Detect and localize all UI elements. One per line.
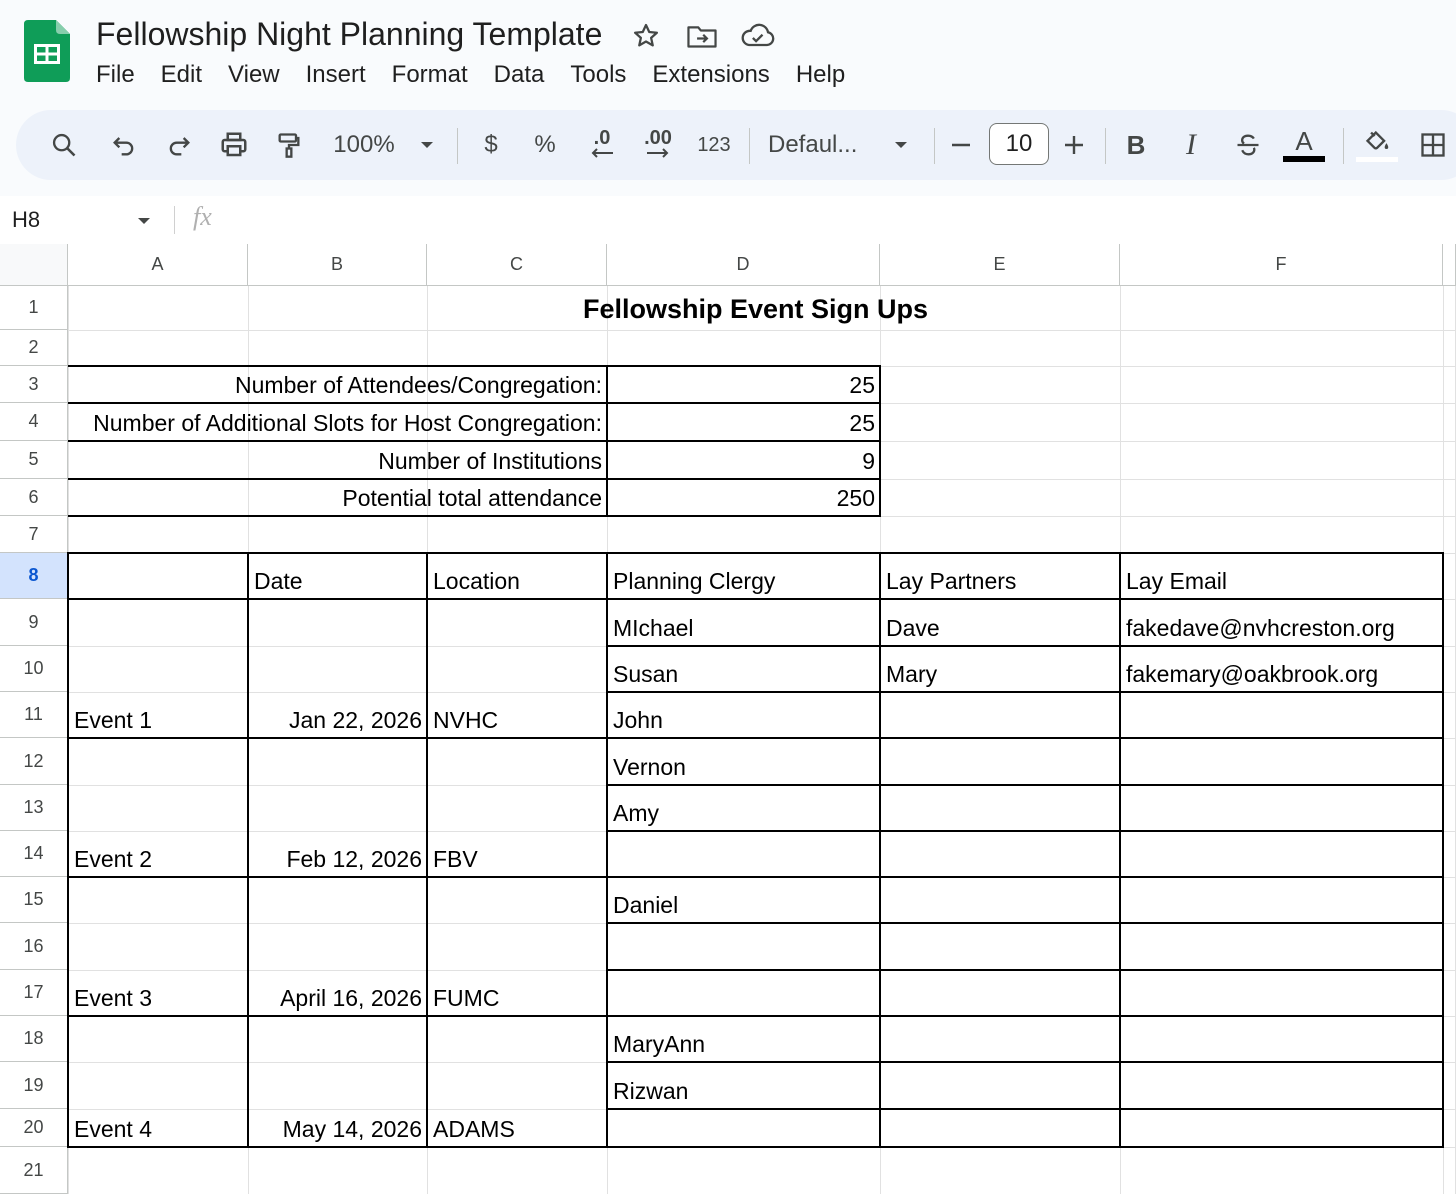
bold-button[interactable] xyxy=(1118,110,1154,180)
row-header-2[interactable]: 2 xyxy=(0,330,68,366)
event-name[interactable]: Event 3 xyxy=(74,985,152,1011)
zoom-dropdown-icon[interactable] xyxy=(412,110,442,180)
row-header-6[interactable]: 6 xyxy=(0,479,68,516)
column-header-c[interactable]: C xyxy=(427,244,607,286)
cell-border xyxy=(68,876,1444,878)
sheets-logo-icon[interactable] xyxy=(24,20,70,82)
row-header-15[interactable]: 15 xyxy=(0,877,68,923)
summary-label[interactable]: Number of Additional Slots for Host Congregation: xyxy=(93,410,602,436)
column-header-a[interactable]: A xyxy=(68,244,248,286)
arrow-left-icon xyxy=(589,148,615,158)
clergy-cell[interactable] xyxy=(607,831,880,877)
clergy-cell[interactable]: Vernon xyxy=(613,754,686,780)
lay-email-cell[interactable]: fakemary@oakbrook.org xyxy=(1126,661,1379,687)
bold-label: B xyxy=(1126,129,1146,160)
menu-insert[interactable]: Insert xyxy=(305,61,366,88)
column-header-d[interactable]: D xyxy=(607,244,880,286)
clergy-cell[interactable]: John xyxy=(613,707,663,733)
clergy-cell[interactable]: MaryAnn xyxy=(613,1031,706,1057)
search-menus-icon[interactable] xyxy=(44,110,84,180)
row-header-5[interactable]: 5 xyxy=(0,441,68,479)
event-location[interactable]: FUMC xyxy=(433,985,500,1011)
column-title-lay-partners[interactable]: Lay Partners xyxy=(886,568,1017,594)
summary-value[interactable]: 250 xyxy=(836,485,875,511)
formula-bar-divider xyxy=(174,206,175,234)
cell-border xyxy=(606,552,608,1148)
cell-border xyxy=(68,598,1444,600)
row-header-1[interactable]: 1 xyxy=(0,286,68,330)
lay-email-cell[interactable] xyxy=(1120,692,1443,738)
lay-email-cell[interactable] xyxy=(1120,785,1443,831)
row-header-10[interactable]: 10 xyxy=(0,646,68,692)
formula-input[interactable] xyxy=(236,202,1436,238)
gridline xyxy=(68,330,1456,331)
zoom-select[interactable] xyxy=(324,110,404,180)
cell-border xyxy=(607,784,1444,786)
lay-email-cell[interactable] xyxy=(1120,970,1443,1016)
more-formats-button[interactable] xyxy=(690,110,738,180)
clergy-cell[interactable]: MIchael xyxy=(613,615,694,641)
menu-extensions[interactable]: Extensions xyxy=(652,61,770,88)
clergy-cell[interactable] xyxy=(607,1109,880,1147)
percent-format-button[interactable] xyxy=(525,110,565,180)
sheet-title: Fellowship Event Sign Ups xyxy=(582,294,929,324)
event-location[interactable]: NVHC xyxy=(433,707,499,733)
column-header-g[interactable] xyxy=(1443,244,1456,286)
arrow-right-icon xyxy=(645,148,671,158)
lay-partner-cell[interactable] xyxy=(880,1109,1120,1147)
cell-border xyxy=(68,552,1444,554)
menu-tools[interactable]: Tools xyxy=(570,61,627,88)
zoom-value: 100% xyxy=(333,131,395,158)
row-header-16[interactable]: 16 xyxy=(0,923,68,970)
toolbar-divider xyxy=(1105,128,1106,164)
toolbar xyxy=(16,110,1456,180)
lay-email-cell[interactable] xyxy=(1120,1062,1443,1109)
column-header-e[interactable]: E xyxy=(880,244,1120,286)
row-header-13[interactable]: 13 xyxy=(0,785,68,831)
toolbar-divider xyxy=(1343,128,1344,164)
summary-label[interactable]: Number of Attendees/Congregation: xyxy=(235,372,602,398)
lay-partner-cell[interactable] xyxy=(880,831,1120,877)
cell-border xyxy=(247,552,249,1148)
lay-partner-cell[interactable] xyxy=(880,785,1120,831)
row-header-12[interactable]: 12 xyxy=(0,738,68,785)
event-date[interactable]: May 14, 2026 xyxy=(282,1116,422,1142)
column-title-date[interactable]: Date xyxy=(254,568,303,594)
event-name[interactable]: Event 4 xyxy=(74,1116,152,1142)
paint-format-icon[interactable] xyxy=(269,110,309,180)
cell-border xyxy=(607,969,1444,971)
spreadsheet-grid[interactable] xyxy=(0,244,1456,1194)
cell-border xyxy=(607,645,1444,647)
row-header-8[interactable]: 8 xyxy=(0,553,68,599)
decrease-decimal-button[interactable] xyxy=(580,110,624,180)
lay-partner-cell[interactable] xyxy=(880,738,1120,785)
move-folder-icon[interactable] xyxy=(684,18,720,54)
clergy-cell[interactable]: Amy xyxy=(613,800,659,826)
italic-button[interactable] xyxy=(1173,110,1209,180)
font-dropdown-icon[interactable] xyxy=(886,110,916,180)
event-date[interactable]: Jan 22, 2026 xyxy=(288,707,422,733)
cell-border xyxy=(68,365,881,367)
lay-email-cell[interactable] xyxy=(1120,738,1443,785)
event-date[interactable]: April 16, 2026 xyxy=(280,985,422,1011)
row-header-11[interactable]: 11 xyxy=(0,692,68,738)
percent-label: % xyxy=(534,131,556,158)
row-header-19[interactable]: 19 xyxy=(0,1062,68,1109)
cell-border xyxy=(879,365,881,517)
font-value: Defaul... xyxy=(768,131,858,158)
column-header-b[interactable]: B xyxy=(248,244,427,286)
decrease-decimal-label: .0 xyxy=(593,127,611,149)
row-header-9[interactable]: 9 xyxy=(0,599,68,646)
cell-border xyxy=(67,552,69,1148)
cell-border xyxy=(606,365,608,517)
undo-icon[interactable] xyxy=(104,110,144,180)
cell-border xyxy=(607,830,1444,832)
lay-email-cell[interactable] xyxy=(1120,1109,1443,1147)
borders-icon[interactable] xyxy=(1413,110,1453,180)
event-name[interactable]: Event 1 xyxy=(74,707,152,733)
star-icon[interactable] xyxy=(628,18,664,54)
clergy-cell[interactable]: Daniel xyxy=(613,892,679,918)
cell-border xyxy=(68,1015,1444,1017)
row-header-20[interactable]: 20 xyxy=(0,1109,68,1147)
column-title-lay-email[interactable]: Lay Email xyxy=(1126,568,1227,594)
cell-border xyxy=(68,1146,1444,1148)
menu-data[interactable]: Data xyxy=(493,61,545,88)
summary-value[interactable]: 9 xyxy=(862,448,875,474)
more-formats-label: 123 xyxy=(697,133,731,156)
clergy-cell[interactable]: Susan xyxy=(613,661,679,687)
redo-icon[interactable] xyxy=(159,110,199,180)
increase-font-size-icon[interactable] xyxy=(1056,110,1092,180)
menu-view[interactable]: View xyxy=(228,61,280,88)
cell-border xyxy=(607,1061,1444,1063)
cell-border xyxy=(607,691,1444,693)
strikethrough-icon[interactable] xyxy=(1228,110,1268,180)
menu-help[interactable]: Help xyxy=(795,61,846,88)
decrease-font-size-icon[interactable] xyxy=(943,110,979,180)
print-icon[interactable] xyxy=(214,110,254,180)
lay-email-cell[interactable] xyxy=(1120,923,1443,970)
font-select[interactable] xyxy=(768,110,868,180)
document-title[interactable]: Fellowship Night Planning Template xyxy=(96,16,603,52)
row-header-21[interactable]: 21 xyxy=(0,1147,68,1194)
summary-value[interactable]: 25 xyxy=(849,410,875,436)
fx-icon: fx xyxy=(193,202,212,231)
cell-border xyxy=(1119,552,1121,1148)
event-date[interactable]: Feb 12, 2026 xyxy=(286,846,422,872)
clergy-cell[interactable] xyxy=(607,923,880,970)
clergy-cell[interactable]: Rizwan xyxy=(613,1078,689,1104)
event-location[interactable]: FBV xyxy=(433,846,478,872)
lay-partner-cell[interactable]: Mary xyxy=(886,661,938,687)
currency-format-button[interactable] xyxy=(471,110,511,180)
currency-label: $ xyxy=(484,131,498,158)
event-name[interactable]: Event 2 xyxy=(74,846,152,872)
column-header-f[interactable]: F xyxy=(1120,244,1443,286)
cell-border xyxy=(68,402,881,404)
row-header-18[interactable]: 18 xyxy=(0,1016,68,1062)
name-box-dropdown-icon[interactable] xyxy=(136,214,152,232)
column-title-clergy[interactable]: Planning Clergy xyxy=(613,568,776,594)
select-all-corner[interactable] xyxy=(0,244,68,286)
toolbar-divider xyxy=(457,128,458,164)
lay-email-cell[interactable]: fakedave@nvhcreston.org xyxy=(1126,615,1395,641)
cell-border xyxy=(879,552,881,1148)
cell-border xyxy=(68,737,1444,739)
cell-border xyxy=(68,440,881,442)
lay-partner-cell[interactable] xyxy=(880,923,1120,970)
lay-email-cell[interactable] xyxy=(1120,831,1443,877)
lay-email-cell[interactable] xyxy=(1120,1016,1443,1062)
lay-partner-cell[interactable] xyxy=(880,877,1120,923)
lay-email-cell[interactable] xyxy=(1120,877,1443,923)
fill-color-swatch xyxy=(1356,157,1398,162)
increase-decimal-button[interactable] xyxy=(634,110,682,180)
cell-border xyxy=(607,922,1444,924)
row-header-14[interactable]: 14 xyxy=(0,831,68,877)
cell-border xyxy=(68,478,881,480)
cell-border xyxy=(1442,552,1444,1148)
row-header-17[interactable]: 17 xyxy=(0,970,68,1016)
text-color-swatch xyxy=(1283,156,1325,162)
italic-label: I xyxy=(1186,128,1196,161)
summary-label[interactable]: Number of Institutions xyxy=(378,448,602,474)
font-size-input[interactable]: 10 xyxy=(989,123,1049,165)
increase-decimal-label: .00 xyxy=(644,127,672,149)
text-color-label: A xyxy=(1295,126,1313,156)
cell-border xyxy=(607,1108,1444,1110)
row-header-3[interactable]: 3 xyxy=(0,366,68,403)
clergy-cell[interactable] xyxy=(607,970,880,1016)
menu-edit[interactable]: Edit xyxy=(160,61,203,88)
event-location[interactable]: ADAMS xyxy=(433,1116,515,1142)
row-header-4[interactable]: 4 xyxy=(0,403,68,441)
column-title-location[interactable]: Location xyxy=(433,568,520,594)
text-color-button[interactable] xyxy=(1281,110,1327,180)
summary-label[interactable]: Potential total attendance xyxy=(342,485,602,511)
toolbar-divider xyxy=(749,128,750,164)
lay-partner-cell[interactable] xyxy=(880,692,1120,738)
fill-color-icon[interactable] xyxy=(1354,110,1400,180)
lay-partner-cell[interactable] xyxy=(880,1062,1120,1109)
name-box[interactable]: H8 xyxy=(12,207,41,232)
cell-border xyxy=(426,552,428,1148)
menu-bar xyxy=(96,58,858,92)
summary-value[interactable]: 25 xyxy=(849,372,875,398)
menu-format[interactable]: Format xyxy=(391,61,468,88)
menu-file[interactable]: File xyxy=(96,61,135,88)
row-header-7[interactable]: 7 xyxy=(0,516,68,553)
lay-partner-cell[interactable] xyxy=(880,1016,1120,1062)
lay-partner-cell[interactable] xyxy=(880,970,1120,1016)
cell-border xyxy=(68,515,881,517)
formula-bar xyxy=(0,196,1456,245)
lay-partner-cell[interactable]: Dave xyxy=(886,615,940,641)
toolbar-divider xyxy=(934,128,935,164)
cloud-saved-icon[interactable] xyxy=(740,18,776,54)
